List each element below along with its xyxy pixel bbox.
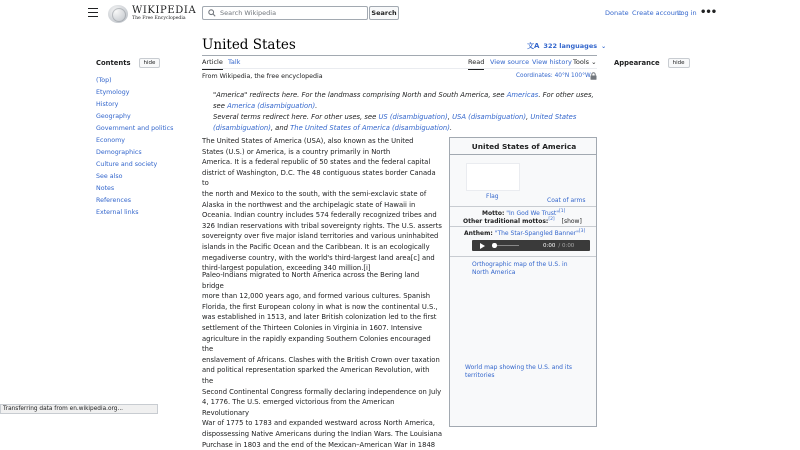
from-wikipedia-note: From Wikipedia, the free encyclopedia (202, 73, 323, 80)
paragraph-line: third-largest population, exceeding 340 million.[i] (202, 263, 442, 274)
infobox-divider (450, 226, 596, 227)
infobox (449, 137, 597, 427)
appearance-hide-button[interactable]: hide (668, 58, 690, 68)
lead-paragraph-1 (202, 136, 442, 274)
tools-menu[interactable] (573, 58, 597, 66)
tab-article[interactable]: Article (202, 58, 223, 70)
infobox-divider (450, 154, 596, 155)
anthem-link[interactable]: "The Star-Spangled Banner" (495, 230, 579, 237)
paragraph-line: The United States of America (USA), also known as the United (202, 136, 442, 147)
table-of-contents (96, 58, 186, 220)
hatnote-text: , (448, 113, 452, 121)
title-divider (202, 55, 597, 56)
toc-item[interactable]: Etymology (96, 88, 186, 100)
paragraph-line: War of 1775 to 1783 and expanded westward across North America, (202, 418, 442, 429)
paragraph-line: was established in 1513, and later British colonization led to the first (202, 312, 442, 323)
audio-current-time: 0:00 (543, 243, 555, 249)
search-button[interactable]: Search (369, 6, 399, 20)
hatnote-text: , and (271, 124, 290, 132)
toc-item[interactable]: Notes (96, 184, 186, 196)
link-americas[interactable]: Americas (507, 91, 539, 99)
anthem-row (464, 229, 585, 237)
page-title: United States (202, 37, 296, 53)
play-icon[interactable] (480, 243, 485, 249)
paragraph-line: Alaska in the northwest and the archipelagic state of Hawaii in (202, 200, 442, 211)
coat-of-arms-image[interactable] (545, 163, 585, 196)
toc-item[interactable]: History (96, 100, 186, 112)
audio-duration: / 0:00 (558, 243, 574, 249)
motto-ref[interactable]: [1] (559, 209, 565, 214)
paragraph-line: and political representation sparked the American Revolution, with the (202, 365, 442, 386)
tab-view-history[interactable]: View history (532, 58, 572, 66)
language-count: 322 languages (543, 42, 597, 50)
link-usa-disambiguation[interactable]: USA (disambiguation) (452, 113, 526, 121)
paragraph-line: Purchase in 1803 and the end of the Mexican–American War in 1848 (202, 440, 442, 450)
lock-icon[interactable] (590, 72, 597, 80)
other-mottos-ref[interactable]: [2] (548, 217, 554, 222)
chevron-down-icon: ⌄ (591, 58, 596, 66)
link-usa-full-disambiguation[interactable]: The United States of America (disambiguation) (290, 124, 450, 132)
motto-row (482, 209, 565, 217)
paragraph-line: 326 Indian reservations with tribal sovereignty rights. The U.S. asserts (202, 221, 442, 232)
donate-link[interactable]: Donate (605, 9, 629, 17)
world-map-link[interactable]: World map showing the U.S. and its territories (465, 364, 575, 379)
toc-item[interactable]: Geography (96, 112, 186, 124)
paragraph-line: megadiverse country, with the world's third-largest land area[c] and (202, 253, 442, 264)
appearance-title: Appearance (614, 59, 660, 67)
paragraph-line: sovereignty over five major island territories and various uninhabited (202, 231, 442, 242)
link-america-disambiguation[interactable]: America (disambiguation) (227, 102, 315, 110)
anthem-audio-player[interactable] (472, 240, 590, 251)
paragraph-line: agriculture in the rapidly expanding Southern Colonies encouraged the (202, 334, 442, 355)
link-us-disambiguation[interactable]: US (disambiguation) (378, 113, 447, 121)
infobox-divider (450, 256, 596, 257)
toc-item[interactable]: Culture and society (96, 160, 186, 172)
toc-item[interactable]: (Top) (96, 76, 186, 88)
anthem-label: Anthem: (464, 230, 493, 237)
hatnote-text: . For other uses, see (213, 91, 594, 110)
hatnote-text: "America" redirects here. For the landmass comprising North and South America, see (213, 91, 507, 99)
other-mottos-label: Other traditional mottos: (463, 218, 548, 225)
tools-label: Tools (573, 58, 589, 66)
toc-title: Contents (96, 59, 131, 67)
paragraph-line: America. It is a federal republic of 50 states and the federal capital (202, 157, 442, 168)
toc-item[interactable]: Government and politics (96, 124, 186, 136)
paragraph-line: Florida, the first European colony in what is now the continental U.S., (202, 302, 442, 313)
chevron-down-icon: ⌄ (601, 43, 606, 50)
hatnote-terms (213, 112, 597, 133)
tab-talk[interactable]: Talk (228, 58, 240, 66)
wikipedia-tagline: The Free Encyclopedia (132, 16, 186, 21)
paragraph-line: more than 12,000 years ago, and formed various cultures. Spanish (202, 291, 442, 302)
hatnote-text: , (526, 113, 530, 121)
tabs-divider (202, 68, 597, 69)
wikipedia-globe-logo[interactable] (108, 5, 128, 23)
flag-image[interactable] (466, 163, 520, 191)
toc-item[interactable]: See also (96, 172, 186, 184)
paragraph-line: 4, 1776. The U.S. emerged victorious from the American Revolutionary (202, 397, 442, 418)
lead-paragraph-2 (202, 270, 442, 450)
translate-icon: 文A (527, 41, 539, 51)
toc-item[interactable]: Economy (96, 136, 186, 148)
wikipedia-wordmark[interactable]: WIKIPEDIA (132, 5, 196, 16)
paragraph-line: district of Washington, D.C. The 48 contiguous states border Canada to (202, 168, 442, 189)
login-link[interactable]: Log in (677, 9, 697, 17)
hatnote-america (213, 90, 597, 111)
motto-link[interactable]: "In God We Trust" (506, 210, 559, 217)
paragraph-line: enslavement of Africans. Clashes with the British Crown over taxation (202, 355, 442, 366)
paragraph-line: islands in the Pacific Ocean and the Caribbean. It is an ecologically (202, 242, 442, 253)
paragraph-line: Second Continental Congress formally declaring independence on July (202, 387, 442, 398)
main-menu-icon[interactable] (88, 8, 98, 17)
link-united-states-disambiguation[interactable]: United States (disambiguation) (213, 113, 576, 132)
motto-label: Motto: (482, 210, 504, 217)
paragraph-line: States (U.S.) or America, is a country primarily in North (202, 147, 442, 158)
search-icon (208, 9, 216, 17)
paragraph-line: the north and Mexico to the south, with the semi-exclavic state of (202, 189, 442, 200)
coordinates-link[interactable]: Coordinates: 40°N 100°W (516, 73, 591, 79)
create-account-link[interactable]: Create account (632, 9, 682, 17)
coat-of-arms-caption-link[interactable]: Coat of arms (547, 197, 586, 204)
toc-hide-button[interactable]: hide (139, 58, 161, 68)
orthographic-map-link[interactable]: Orthographic map of the U.S. in North America (472, 261, 582, 276)
appearance-panel (614, 58, 690, 68)
other-mottos-row (463, 217, 582, 225)
site-header (0, 0, 800, 28)
search-box[interactable] (202, 6, 368, 20)
hatnote-text: . (315, 102, 317, 110)
tab-read[interactable]: Read (468, 58, 484, 70)
show-toggle[interactable]: [show] (562, 218, 582, 225)
toc-item[interactable]: Demographics (96, 148, 186, 160)
search-input[interactable] (220, 9, 360, 17)
infobox-divider (450, 206, 596, 207)
paragraph-line: Oceania. Indian country includes 574 federally recognized tribes and (202, 210, 442, 221)
toc-item[interactable]: External links (96, 208, 186, 220)
paragraph-line: dispossessing Native Americans during the Indian Wars. The Louisiana (202, 429, 442, 440)
hatnote-text: Several terms redirect here. For other uses, see (213, 113, 378, 121)
hatnote-text: . (450, 124, 452, 132)
tab-view-source[interactable]: View source (490, 58, 529, 66)
toc-item[interactable]: References (96, 196, 186, 208)
anthem-ref[interactable]: [3] (579, 229, 585, 234)
more-options-icon[interactable]: ••• (700, 7, 716, 18)
browser-status-bar: Transferring data from en.wikipedia.org... (0, 404, 158, 414)
language-button[interactable] (527, 41, 606, 51)
infobox-title: United States of America (450, 142, 598, 151)
paragraph-line: settlement of the Thirteen Colonies in Virginia in 1607. Intensive (202, 323, 442, 334)
flag-caption-link[interactable]: Flag (486, 193, 499, 200)
paragraph-line: Paleo-Indians migrated to North America across the Bering land bridge (202, 270, 442, 291)
audio-progress-slider[interactable] (493, 245, 519, 247)
